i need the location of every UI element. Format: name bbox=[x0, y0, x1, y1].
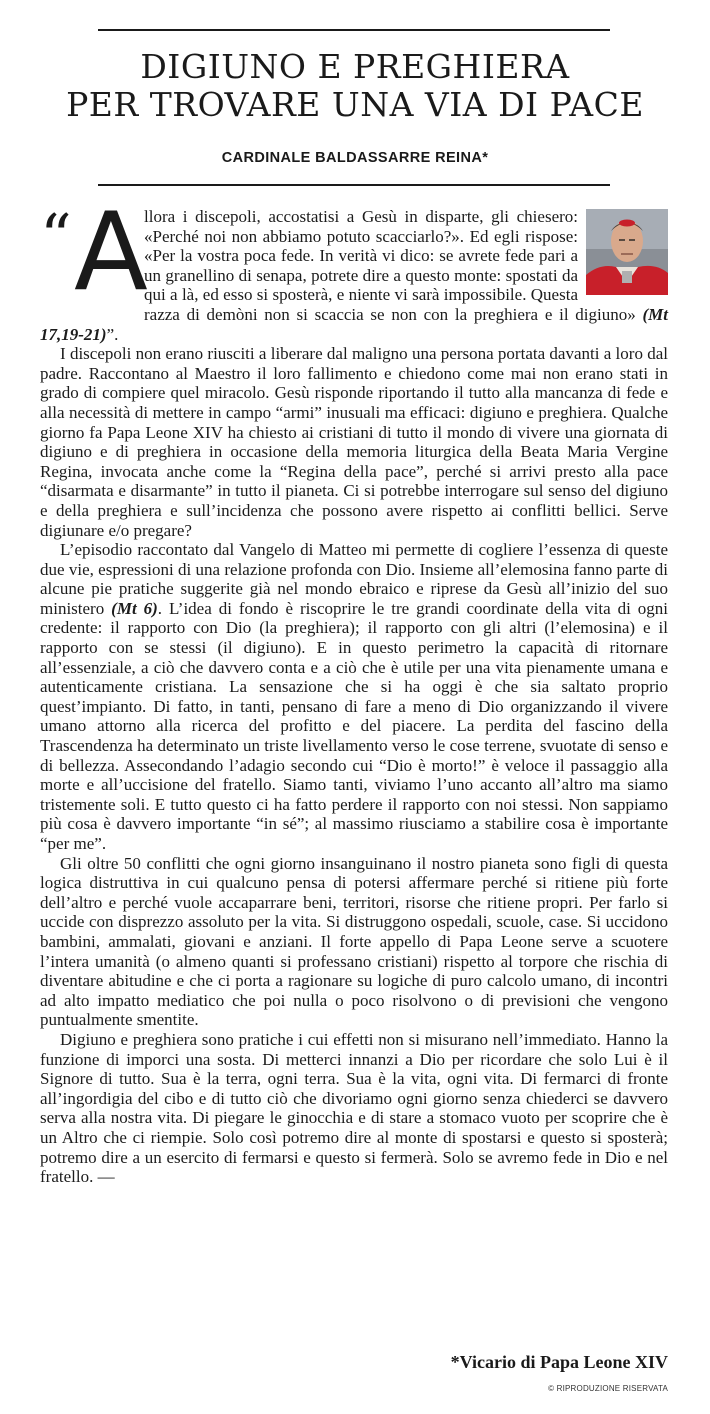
portrait-image bbox=[586, 209, 668, 295]
author-footnote: *Vicario di Papa Leone XIV bbox=[450, 1352, 668, 1372]
copyright-notice: © RIPRODUZIONE RISERVATA bbox=[548, 1384, 668, 1393]
paragraph-4: Gli oltre 50 conflitti che ogni giorno insanguinano il nostro pianeta sono figli di questa logica distruttiva in cui qualcuno pensa di potersi affermare perché si ritiene più forte dell’altro e perché vuole accaparrare beni, territori, risorse che ritiene propri. Per farlo si uccide con disprezzo assoluto per la vita. Si distruggono ospedali, scuole, case. Si uccidono bambini, ammalati, giovani e anziani. Il forte appello di Papa Leone serve a scuotere l’intera umanità (o almeno quanti si professano cristiani) rispetto al torpore che rischia di diventare abitudine e che ci porta a ragionare su logiche di puro calcolo umano, di incontri ad alto impatto mediatico che poi nulla o poco risolvono o di previsioni che vengono puntualmente smentite. bbox=[40, 853, 668, 1030]
paragraph-1-end: ”. bbox=[106, 324, 119, 344]
paragraph-1 bbox=[40, 190, 668, 344]
paragraph-3 bbox=[40, 540, 668, 854]
title-line-1: DIGIUNO E PREGHIERA bbox=[140, 47, 570, 86]
scripture-reference-2: (Mt 6) bbox=[111, 598, 158, 618]
author-byline: CARDINALE BALDASSARRE REINA* bbox=[221, 150, 489, 166]
byline-rule bbox=[98, 184, 610, 186]
author-portrait bbox=[586, 209, 668, 295]
opening-quote-mark: “ bbox=[40, 200, 72, 273]
paragraph-2: I discepoli non erano riusciti a liberare dal maligno una persona portata davanti a loro dal padre. Raccontano al Maestro il loro fallimento e chiedono come mai non erano stati in grado di compiere quel miracolo. Gesù risponde riportando il tutto alla mancanza di fede e alla necessità di mettere in campo “armi” inusuali ma efficaci: digiuno e preghiera. Qualche giorno fa Papa Leone XIV ha chiesto ai cristiani di tutto il mondo di vivere una giornata di digiuno e di preghiera in occasione della memoria liturgica della Beata Maria Vergine Regina, invocata anche come la “Regina della pace”, perché si arrivi presto alla pace “disarmata e disarmante” in tutto il pianeta. Ci si potrebbe interrogare sul senso del digiuno e della preghiera e sull’incidenza che possono avere rispetto ai conflitti bellici. Serve digiunare e/o pregare? bbox=[40, 344, 668, 540]
title-line-2: PER TROVARE UNA VIA DI PACE bbox=[66, 85, 644, 124]
article-title bbox=[0, 48, 710, 124]
article-body bbox=[40, 190, 668, 1187]
paragraph-3-rest: . L’idea di fondo è riscoprire le tre grandi coordinate della vita di ogni credente: il rapporto con Dio (la preghiera); il rapporto con gli altri (l’elemosina) e il rapporto con se stessi (il digiuno). E in questo perimetro la capacità di ritornare all’essenziale, a ciò che davvero conta e a ciò che è utile per una vita pienamente umana e autenticamente cristiana. La sensazione che si ha oggi è che sia saltato proprio quest’impianto. Di fatto, in tanti, pensano di fare a meno di Dio organizzando il vivere umano attorno alla ricerca del profitto e del piacere. La perdita del fascino della Trascendenza ha determinato un triste livellamento verso le cose terrene, svuotate di senso e di bellezza. Assecondando l’adagio secondo cui “Dio è morto!” è veloce il passaggio alla morte e all’uccisione del fratello. Siamo tanti, viviamo l’uno accanto all’altro ma siamo tristemente soli. E tutto questo ci ha fatto perdere il rapporto con noi stessi. Non sappiamo più cosa è davvero importante “in sé”; al massimo riusciamo a stabilire cosa è importante “per me”. bbox=[40, 598, 668, 853]
paragraph-5: Digiuno e preghiera sono pratiche i cui effetti non si misurano nell’immediato. Hanno la funzione di imporci una sosta. Di metterci innanzi a Dio per ricordare che solo Lui è il Signore di tutto. Sua è la terra, ogni terra. Sua è la vita, ogni vita. Di fermarci di fronte all’ingordigia del cibo e di tutto ciò che divoriamo ogni giorno senza chiederci se davvero serva alla nostra vita. Di piegare le ginocchia e di stare a stomaco vuoto per scoprire che è un Altro che ci riempie. Solo così potremo dire al monte di spostarsi e questo si sposterà; potremo dire a un esercito di fermarsi e questo si fermerà. Solo se avremo fede in Dio e nel fratello. — bbox=[40, 1029, 668, 1187]
paragraph-3-start: L’episodio raccontato dal Vangelo di Matteo mi permette di cogliere l’essenza di queste due vie, espressioni di una relazione profonda con Dio. Insieme all’elemosina fanno parte di alcune pie pratiche suggerite già nel mondo ebraico e riprese da Gesù all’inizio del suo ministero bbox=[40, 540, 668, 618]
scripture-reference-1: (Mt 17,19-21) bbox=[40, 304, 668, 344]
paragraph-1-text: llora i discepoli, accostatisi a Gesù in disparte, gli chiesero: «Perché noi non abbiamo potuto scacciarlo?». Ed egli rispose: «Per la vostra poca fede. In verità vi dico: se avrete fede pari a un granellino di senapa, potrete dire a questo monte: spostati da qui a là, ed esso si sposterà, e niente vi sarà impossibile. Questa razza di demòni non si scaccia se non con la preghiera e il digiuno» bbox=[144, 207, 643, 324]
drop-cap: A bbox=[74, 190, 148, 315]
top-rule bbox=[98, 29, 610, 31]
